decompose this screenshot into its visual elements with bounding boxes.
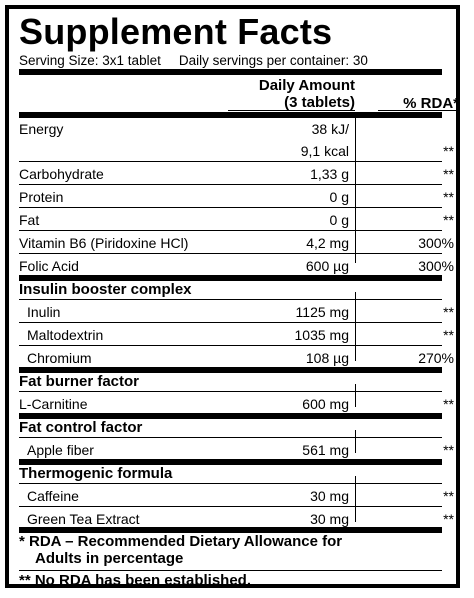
row-label-protein: Protein [19,189,64,205]
row-value-protein: 0 g [329,189,349,205]
row-divider [19,253,442,254]
section-fat-burner: Fat burner factor [19,373,140,390]
row-divider [19,230,442,231]
row-rda-energy: ** [443,143,454,159]
row-value-vitamin-b6: 4,2 mg [306,235,349,251]
divider-thick [19,69,442,75]
row-divider [19,437,442,438]
row-value-maltodextrin: 1035 mg [294,327,349,343]
row-divider [19,299,442,300]
rda-header: % RDA* [403,95,459,112]
row-label-inulin: Inulin [27,304,61,320]
row-rda-maltodextrin: ** [443,327,454,343]
row-label-energy: Energy [19,121,64,137]
row-value-l-carnitine: 600 mg [302,396,349,412]
row-rda-inulin: ** [443,304,454,320]
serving-size: Serving Size: 3x1 tablet [19,53,161,68]
supplement-facts-panel [5,5,460,588]
row-rda-fat: ** [443,212,454,228]
column-divider [355,384,356,407]
row-label-fat: Fat [19,212,40,228]
header-underline [228,110,355,111]
row-divider [19,391,442,392]
row-label-chromium: Chromium [27,350,92,366]
section-fat-control: Fat control factor [19,419,143,436]
header-underline [378,110,459,111]
row-label-apple-fiber: Apple fiber [27,442,94,458]
column-divider [355,116,356,263]
row-divider [19,184,442,185]
row-divider [19,322,442,323]
row-label-folic-acid: Folic Acid [19,258,79,274]
section-thermogenic: Thermogenic formula [19,465,173,482]
row-divider [19,161,442,162]
row-value-chromium: 108 µg [305,350,349,366]
row-label-carbohydrate: Carbohydrate [19,166,104,182]
row-rda-caffeine: ** [443,488,454,504]
row-value-energy-kcal: 9,1 kcal [300,143,349,159]
column-divider [355,292,356,361]
footnote-no-rda: ** No RDA has been established. [19,572,252,589]
row-divider [19,345,442,346]
row-rda-protein: ** [443,189,454,205]
row-divider [19,506,442,507]
row-divider [19,207,442,208]
row-rda-green-tea-extract: ** [443,511,454,527]
row-value-carbohydrate: 1,33 g [310,166,349,182]
daily-amount-header: Daily Amount (3 tablets) [258,77,355,111]
row-rda-l-carnitine: ** [443,396,454,412]
section-insulin-booster: Insulin booster complex [19,281,192,298]
row-value-folic-acid: 600 µg [305,258,349,274]
row-value-fat: 0 g [329,212,349,228]
row-rda-carbohydrate: ** [443,166,454,182]
row-rda-vitamin-b6: 300% [418,235,454,251]
row-value-apple-fiber: 561 mg [302,442,349,458]
row-label-green-tea-extract: Green Tea Extract [27,511,140,527]
row-rda-apple-fiber: ** [443,442,454,458]
serving-info [19,53,368,69]
footnote-rda: * RDA – Recommended Dietary Allowance for Adults in percentage [19,533,343,567]
row-label-vitamin-b6: Vitamin B6 (Piridoxine HCl) [19,235,189,251]
row-value-caffeine: 30 mg [310,488,349,504]
row-value-inulin: 1125 mg [295,304,349,320]
row-value-energy-kj: 38 kJ/ [311,121,349,137]
row-label-maltodextrin: Maltodextrin [27,327,104,343]
row-rda-folic-acid: 300% [418,258,454,274]
panel-title: Supplement Facts [19,11,333,52]
divider-thick [19,112,442,118]
servings-per-container: Daily servings per container: 30 [178,53,368,68]
row-value-green-tea-extract: 30 mg [310,511,349,527]
row-rda-chromium: 270% [418,350,454,366]
row-divider [19,483,442,484]
row-divider [19,570,442,571]
column-divider [355,430,356,453]
row-label-caffeine: Caffeine [27,488,79,504]
row-label-l-carnitine: L-Carnitine [19,396,88,412]
